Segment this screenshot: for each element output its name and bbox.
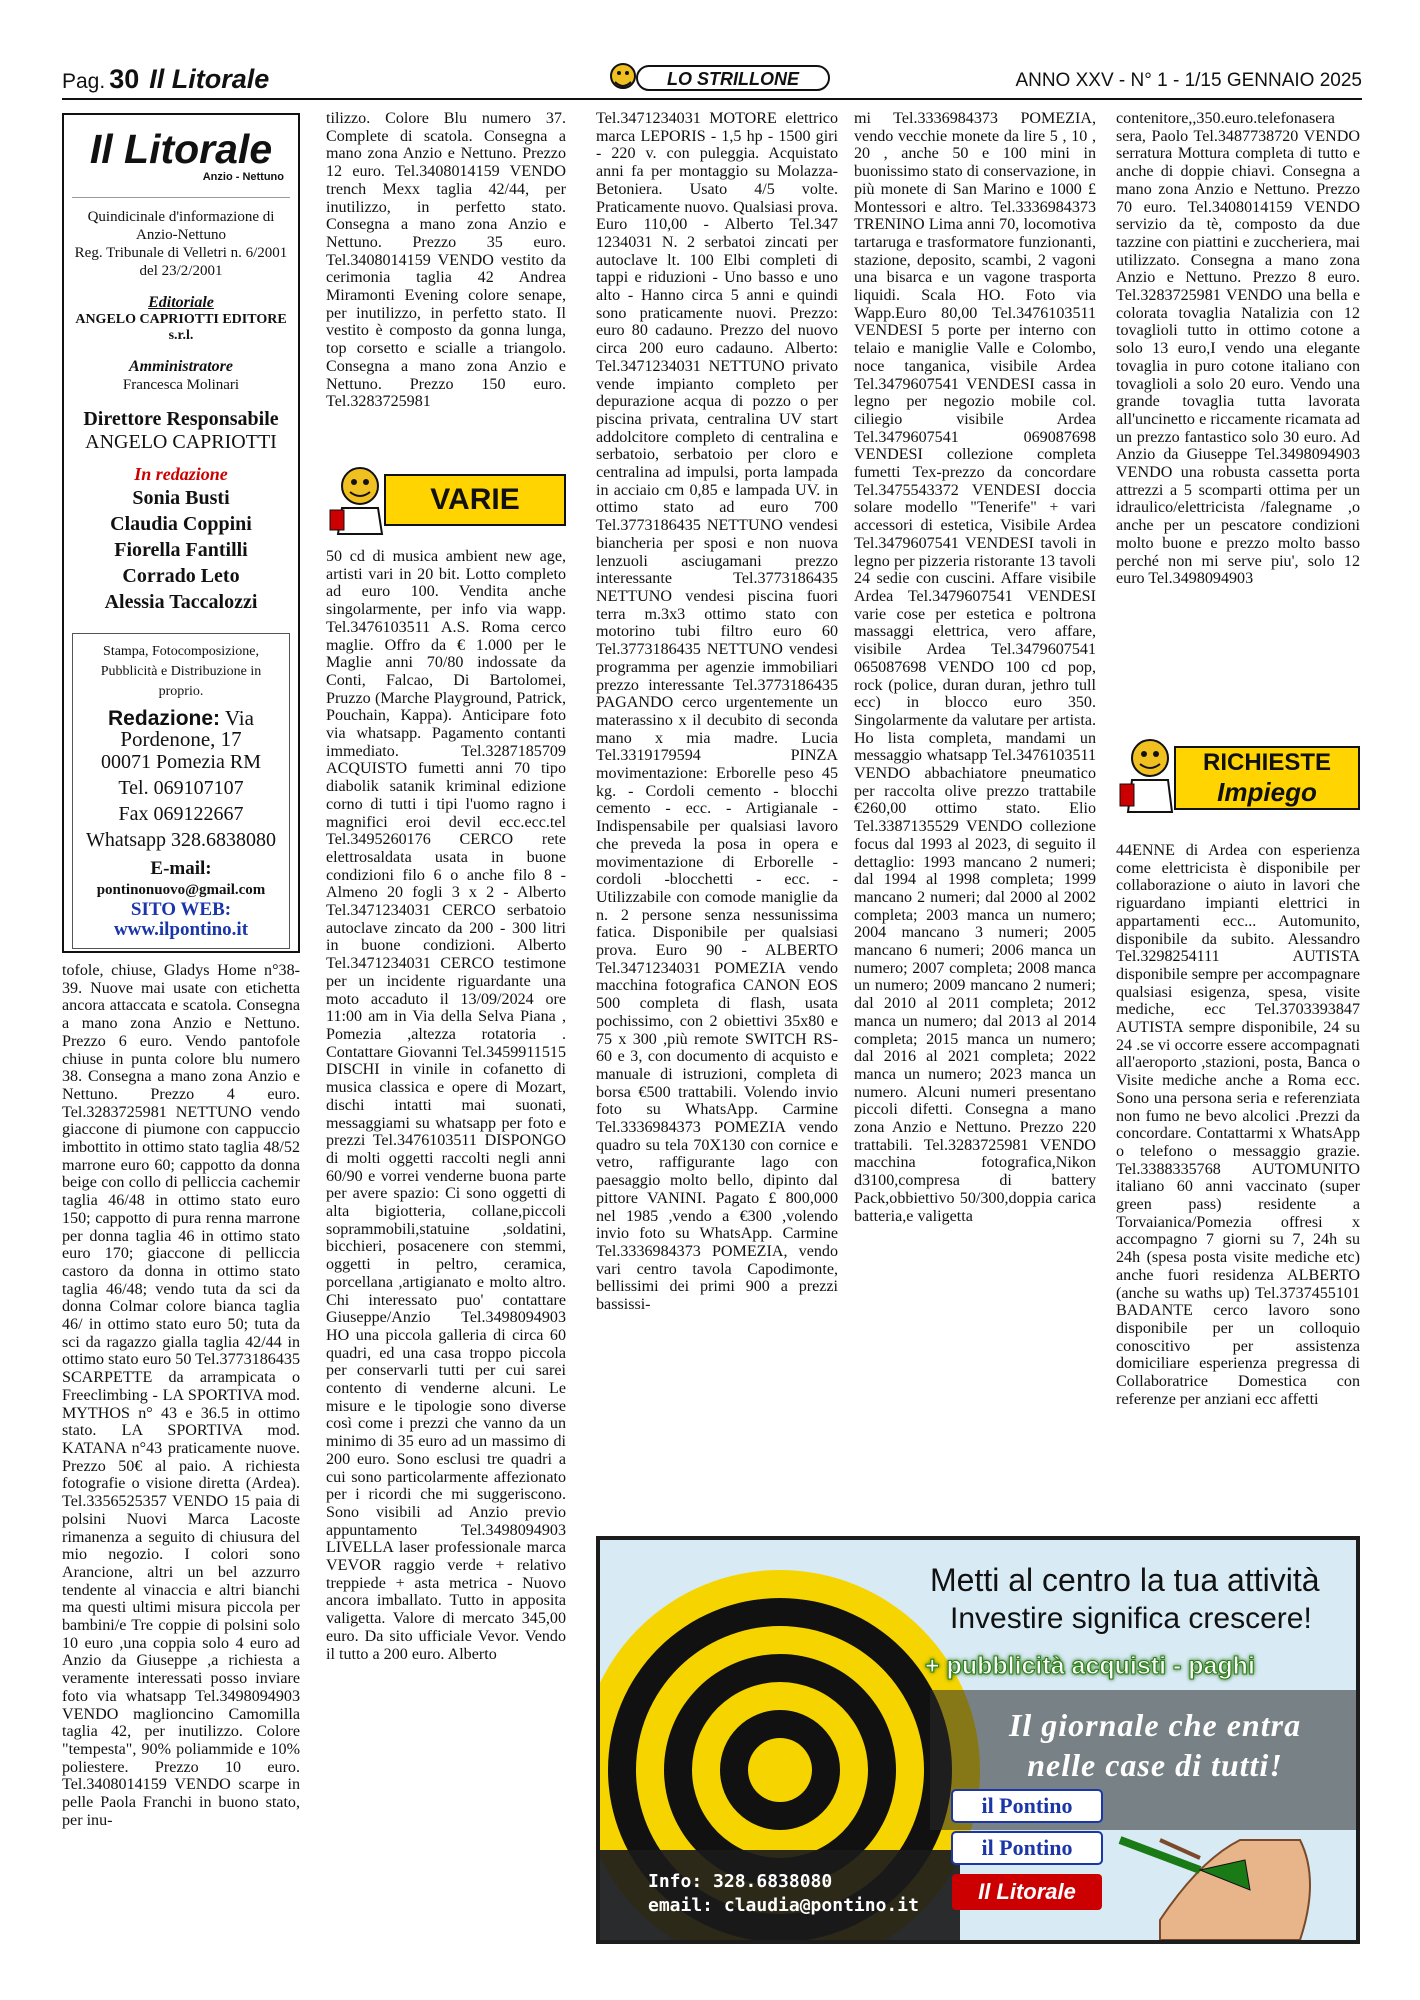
fax: Fax 069122667 (118, 803, 244, 825)
masthead-brand: Il Litorale (89, 126, 273, 172)
services-text: Stampa, Fotocomposizione, Pubblicità e Distribuzione in proprio. (100, 644, 262, 699)
masthead-description: Quindicinale d'informazione di Anzio-Nettuno (87, 209, 275, 243)
classifieds-column-5-top (1116, 110, 1360, 724)
classifieds-column-5-bottom (1116, 842, 1360, 1526)
classified-text: 50 cd di musica ambient new age, artisti vari in 20 bit. Lotto completo ad euro 100. Vendita anche singolarmente, per info via wapp. Tel.3476103511 A.S. Roma cerco maglie. Offro da € 1.000 per le Maglie anni 70/80 indossate da Conti, Falcao, Di Bartolomei, Pruzzo (Marche Playground, Patrick, Pouchain, Kappa). Anticipare foto via whatsapp. Pagamento contanti immediato. Tel.3287185709 ACQUISTO fumetti anni 70 tipo diabolik satanik kriminal edizione corno di tutti i tipi l'uomo ragno i magnifici eroi devil ecc.ecc.tel Tel.3495260176 CERCO rete elettrosaldata usata in buone condizioni filo 6 o anche filo 8 - Almeno 20 fogli 3 x 2 - Alberto Tel.3471234031 CERCO serbatoio autoclave zincato da 200 - 300 litri in buone condizioni. Alberto Tel.3471234031 CERCO testimone per un incidente riguardante una moto accaduto il 13/09/2024 ore 11:00 am in Via della Selva Piana , Pomezia ,altezza rotatoria . Contattare Giovanni Tel.3459911515 DISCHI in vinile in cofanetto di musica classica e opere di Mozart, dischi intatti mai suonati, messaggiami su whatsapp per foto e prezzi Tel.3476103511 DISPONGO di molti oggetti raccolti negli anni 60/90 e vorrei venderne buona parte per avere spazio: Ci sono oggetti di alta bigiotteria, collane,piccoli soprammobili,statuine ,soldatini, bicchieri, posacenere con stemmi, oggetti in peltro, ceramica, porcellana ,artigianato e molto altro. Chi interessato puo' contattare Giuseppe/Anzio Tel.3498094903 HO una piccola galleria di circa 60 quadri, ed una casa troppo piccola per conservarli tutti per cui sarei contento di venderne alcuni. Le misure e le tipologie sono diverse così come i prezzi che vanno da un minimo di 35 euro ad un massimo di 200 euro. Sono esclusi tre quadri a cui sono particolarmente affezionato per i ricordi che mi suggeriscono. Sono visibili ad Anzio previo appuntamento Tel.3498094903 LIVELLA laser professionale marca VEVOR raggio verde + relativo treppiede + asta metrica - Nuovo ancora imballato. Tutto in apposita valigetta. Valore di mercato 345,00 euro. Da sito ufficiale Vevor. Vendo il tutto a 200 euro. Alberto (326, 548, 566, 1663)
staff-member: Alessia Taccalozzi (104, 591, 258, 613)
website-line: SITO WEB: www.ilpontino.it (113, 899, 249, 940)
hand-graphic (1160, 1840, 1310, 1940)
header-rule (62, 98, 1362, 100)
classified-text: 44ENNE di Ardea con esperienza come elettricista è disponibile per collaborazione o aiuto in lavori che riguardano impianti elettrici in appartamenti ecc... Automunito, disponibile da subito. Alessandro Tel.3298254111 AUTISTA disponibile sempre per accompagnare qualsiasi esigenza, spesa, visite mediche, ecc Tel.3703393847 AUTISTA sempre disponibile, 24 su 24 .se vi occorre essere accompagnati all'aeroporto ,stazioni, posta, Banca o Visite mediche anche a Roma ecc. Sono una persona seria e referenziata non fumo ne bevo alcolici .Prezzi da concordare. Contattarmi x WhatsApp o telefono o messaggio grazie. Tel.3388335768 AUTOMUNITO italiano 60 anni vaccinato (super green pass) residente a Torvaianica/Pomezia offresi x accompagno 7 giorni su 7, 24h su 24h (spesa posta visite mediche etc) anche fuori residenza ALBERTO (anche su waths up) Tel.3737455101 BADANTE cerco lavoro sono disponibile per un colloquio conoscitivo per assistenza domiciliare esperienza pregressa di Collaboratrice Domestica con referenze per anziani ecc affetti (1116, 842, 1360, 1408)
classified-text: tilizzo. Colore Blu numero 37. Complete di scatola. Consegna a mano zona Anzio e Nettuno. Prezzo 12 euro. Tel.3408014159 VENDO trench Mexx taglia 42/44, per inutilizzo, in perfetto stato. Consegna a mano zona Anzio e Nettuno. Prezzo 35 euro. Tel.3408014159 VENDO vestito da cerimonia taglia 42 Andrea Miramonti Evening colore senape, per inutilizzo, in perfetto stato. Il vestito è composto da gonna lunga, top corsetto e scialle a triangolo. Consegna a mano zona Anzio e Nettuno. Prezzo 150 euro. Tel.3283725981 (326, 110, 566, 411)
classified-text: mi Tel.3336984373 POMEZIA, vendo vecchie monete da lire 5 , 10 , 20 , anche 50 e 100 mini in buonissimo stato di conservazione, in più monete di San Marino e 1000 £ Montessori e altro. Tel.3336984373 TRENINO Lima anni 70, locomotiva tartaruga e trasformatore funzionanti, stazione, deposito, scambi, 2 vagoni una bisarca e un vagone trasporta liquidi. Scala HO. Foto via Wapp.Euro 80,00 Tel.3476103511 VENDESI 5 porte per interno con telaio e maniglie Valle e Colombo, noce tanganica, visibile Ardea Tel.3479607541 VENDESI cassa in legno per negozio mobile col. ciliegio visibile Ardea Tel.3479607541 069087698 VENDESI collezione completa fumetti Tex-prezzo da concordare Tel.3475543372 VENDESI doccia solare modello "Tenerife" + vari accessori di estetica, Visibile Ardea Tel.3479607541 VENDESI tavoli in legno per pizzeria ristorante 13 tavoli 24 sedie con cuscini. Affare visibile Ardea Tel.3479607541 VENDESI varie cose per estetica e poltrona massaggi elettrica, vero affare, visibile Ardea Tel.3479607541 065087698 VENDO 100 cd pop, rock (police, duran duran, jethro tull ecc) in blocco euro 350. Singolarmente da valutare per artista. Ho lista completa, mandami un messaggio whatsapp Tel.3476103511 VENDO abbachiatore pneumatico per raccolta olive prezzo trattabile €260,00 ottimo stato. Elio Tel.3387135529 VENDO collezione focus dal 1993 al 2023, di seguito il dettaglio: 1993 mancano 2 numeri; dal 1994 al 1998 completa; 1999 mancano 2 numeri; dal 2000 al 2002 completa; 2003 manca un numero; 2004 mancano 3 numeri; 2005 mancano 6 numeri; 2006 manca un numero; 2007 completa; 2008 manca un numero; 2009 mancano 2 numeri; dal 2010 al 2011 completa; 2012 manca un numero; dal 2013 al 2014 completa; 2015 manca un numero; dal 2016 al 2021 completa; 2022 manca un numero; 2023 manca un numero. Alcuni numeri presentano piccoli difetti. Consegna a mano zona Anzio e Nettuno. Prezzo 220 trattabili. Tel.3283725981 VENDO macchina fotografica,Nikon d3100,compresa di battery Pack,obbiettivo 50/300,doppia carica batteria,e valigetta (854, 110, 1096, 1225)
ad-email[interactable]: email: claudia@pontino.it (648, 1895, 919, 1916)
classifieds-column-3 (596, 110, 838, 1526)
ad-headline: Metti al centro la tua attività (930, 1562, 1320, 1598)
amministratore-label: Amministratore (128, 358, 234, 375)
city: 00071 Pomezia RM (101, 751, 261, 773)
litorale-logo: Il Litorale (978, 1879, 1076, 1904)
masthead-registration: Reg. Tribunale di Velletri n. 6/2001 del 23/2/2001 (74, 245, 288, 279)
newsboy-icon (597, 60, 837, 96)
ad-slogan: Il giornale che entra nelle case di tutti! (1008, 1707, 1302, 1783)
strillone-text: LO STRILLONE (667, 69, 799, 89)
pontino-logo-1: il Pontino (981, 1793, 1073, 1818)
staff-member: Fiorella Fantilli (114, 539, 248, 561)
pontino-logo-2: il Pontino (981, 1835, 1073, 1860)
email-link[interactable]: pontinonuovo@gmail.com (96, 882, 266, 898)
contact-box (72, 633, 290, 949)
ad-subheadline: Investire significa crescere! (950, 1602, 1312, 1635)
classified-text: contenitore,,350.euro.telefonasera sera, Paolo Tel.3487738720 VENDO serratura Mottura completa di tutto e anche di doppie chiavi. Consegna a mano zona Anzio e Nettuno. Prezzo 70 euro. Tel.3408014159 VENDO servizio da tè, composto da due tazzine con piattini e zuccheriera, mai utilizzato. Consegna a mano zona Anzio e Nettuno. Prezzo 8 euro. Tel.3283725981 VENDO una bella e colorata tovaglia Natalizia con 12 tovaglioli tutto in ottimo cotone a solo 13 euro,I vendo una elegante tovaglia in puro cotone italiano con tovaglioli a solo 20 euro. Vendo una grande tovaglia tutta lavorata all'uncinetto e riccamente ricamata ad un prezzo fantastico solo 30 euro. Ad Anzio da Giuseppe Tel.3498094903 VENDO una robusta cassetta porta attrezzi a 5 scomparti ottima per un idraulico/elettricista /falegname ,o anche per un pescatore condizioni molto buone e prezzo molto basso perché non mi serve piu', solo 12 euro Tel.3498094903 (1116, 110, 1360, 588)
masthead-box (62, 113, 300, 953)
website-link[interactable]: www.ilpontino.it (113, 919, 249, 940)
section-title-richieste: RICHIESTE (1202, 749, 1331, 776)
paper-name: Il Litorale (149, 64, 270, 94)
section-richieste-impiego (1116, 732, 1360, 822)
ad-contact (648, 1870, 919, 1918)
redazione-address: Redazione: Via Pordenone, 17 (108, 706, 254, 751)
strillone-logo (597, 60, 837, 96)
issue-info: ANNO XXV - N° 1 - 1/15 GENNAIO 2025 (1015, 70, 1362, 91)
section-varie (326, 460, 566, 538)
classifieds-column-2-top (326, 110, 566, 454)
classifieds-column-1 (62, 962, 300, 1944)
staff-list (72, 485, 290, 615)
section-title-varie: VARIE (430, 483, 520, 516)
staff-member: Sonia Busti (132, 487, 230, 509)
direttore-name: ANGELO CAPRIOTTI (85, 431, 277, 453)
dart-icon (1120, 1840, 1200, 1870)
page-header (62, 60, 1362, 102)
classified-text: Tel.3471234031 MOTORE elettrico marca LEPORIS - 1,5 hp - 1500 giri - 220 v. con puleggia. Acquistato anni fa per montaggio su Molazza-Betoniera. Usato 4/5 volte. Praticamente nuovo. Qualsiasi prova. Euro 110,00 - Alberto Tel.347 1234031 N. 2 serbatoi zincati per autoclave lt. 100 Elbi completi di tappi e riduzioni - Uno basso e uno alto - Hanno circa 5 anni e quindi sono praticamente nuovi. Prezzo: euro 80 cadauno. Prezzo del nuovo circa 200 euro cadauno. Alberto: Tel.3471234031 NETTUNO privato vende impianto completo per depurazione acqua di pozzo o per piscina privata, centralina UV start addolcitore completo di centralina e serbatoio, serbatoio per cloro e centralina ad impulsi, porta lampada in acciaio cm 0,85 e lampada UV. in ottimo stato ad euro 700 Tel.3773186435 NETTUNO vendesi biancheria per sposi e non nuova lenzuoli asciugamani prezzo interessante Tel.3773186435 NETTUNO vendesi piscina fuori terra m.3x3 ottimo stato con motorino tubi filtro euro 60 Tel.3773186435 NETTUNO vendesi programma per agenzie immobiliari prezzo interessante Tel.3773186435 PAGANDO cerco urgentemente un materassino x il decubito di seconda mano x mia madre. Lucia Tel.3319179594 PINZA movimentazione: Erborelle peso 45 kg. - Cordoli cemento - blocchi cemento - ecc. - Artigianale - Indispensabile per qualsiasi lavoro che preveda la posa in opera e movimentazione di Erborelle - cordoli -blocchetti - ecc. - Utilizzabile con comode maniglie da n. 2 persone senza nessunissima fatica. Disponibile per qualsiasi prova. Euro 90 - ALBERTO Tel.3471234031 POMEZIA vendo macchina fotografica CANON EOS 500 completa di flash, usata pochissimo, con 2 obiettivi 35x80 e 75 x 300 ,più remote SWITCH RS-60 e 3, con documento di acquisto e manuale di istruzioni, completa di borsa €500 trattabili. Volendo invio foto su WhatsApp. Carmine Tel.3336984373 POMEZIA vendo quadro su tela 70X130 con cornice e vetro, raffigurante lago con paesaggio molto bello, dipinto dal pittore VANINI. Pagato £ 800,000 nel 1985 ,vendo a €300 ,volendo invio foto su WhatsApp. Carmine Tel.3336984373 POMEZIA, vendo vari centro tavola Capodimonte, bellissimi dei primi 900 a prezzi bassissi- (596, 110, 838, 1314)
staff-member: Claudia Coppini (110, 513, 252, 535)
classified-text: tofole, chiuse, Gladys Home n°38-39. Nuove mai usate con etichetta ancora attaccata e scatola. Consegna a mano zona Anzio e Nettuno. Prezzo 6 euro. Vendo pantofole chiuse in punta colore blu numero 38. Consegna a mano zona Anzio e Nettuno. Prezzo 4 euro. Tel.3283725981 NETTUNO vendo giaccone di piumone con cappuccio imbottito in ottimo stato taglia 48/52 marrone euro 60; cappotto da donna beige con collo di pelliccia cachemir taglia 46/48 in ottimo stato euro 150; cappotto di pura renna marrone per donna taglia 46 in ottimo stato euro 170; giaccone di pelliccia castoro da donna in ottimo stato taglia 46/48; vendo tuta da sci da donna Colmar colore bianca taglia 46/ in ottimo stato euro 50; tuta da sci da ragazzo gialla taglia 42/44 in ottimo stato euro 50 Tel.3773186435 SCARPETTE da arrampicata o Freeclimbing - LA SPORTIVA mod. MYTHOS n° 43 e 36.5 in ottimo stato. LA SPORTIVA mod. KATANA n°43 praticamente nuove. Prezzo 50€ al paio. A richiesta fotografie o visione diretta (Ardea). Tel.3356525357 VENDO 15 paia di polsini Nuovi Marca Lacoste rimanenza a seguito di chiusura del mio negozio. I colori sono Arancione, altri un bel azzurro tendente al vinaccia e altri bianchi ma questi ultimi misura piccola per bambini/e Tre coppie di polsini solo 10 euro ,una coppia solo 4 euro ad Anzio da Giuseppe ,a richiesta a veramente interessati posso inviare foto via whatsapp Tel.3498094903 VENDO maglioncino Camomilla taglia 42, per inutilizzo. Colore "tempesta", 90% poliammide e 10% poliestere. Prezzo 10 euro. Tel.3408014159 VENDO scarpe in pelle Paola Franchi in buono stato, per inu- (62, 962, 300, 1829)
ad-phone: Info: 328.6838080 (648, 1871, 833, 1892)
amministratore-name: Francesca Molinari (122, 377, 240, 393)
ad-tagline: + pubblicità acquisti - paghi (925, 1652, 1255, 1680)
section-title-impiego: Impiego (1217, 777, 1317, 807)
editoriale-label: Editoriale (148, 294, 214, 311)
redazione-label: In redazione (134, 464, 228, 484)
page-number: Pag. 30 Il Litorale (62, 64, 270, 94)
masthead-brand-sub: Anzio - Nettuno (202, 171, 284, 183)
direttore-label: Direttore Responsabile (83, 408, 279, 430)
classifieds-column-4 (854, 110, 1096, 1526)
editoriale-name: ANGELO CAPRIOTTI EDITORE s.r.l. (75, 312, 287, 343)
whatsapp: Whatsapp 328.6838080 (86, 829, 276, 851)
advertisement (596, 1536, 1360, 1944)
email-line: E-mail: pontinonuovo@gmail.com (96, 858, 266, 898)
phone: Tel. 069107107 (118, 777, 244, 799)
staff-member: Corrado Leto (122, 565, 240, 587)
classifieds-column-2-bottom (326, 548, 566, 1944)
